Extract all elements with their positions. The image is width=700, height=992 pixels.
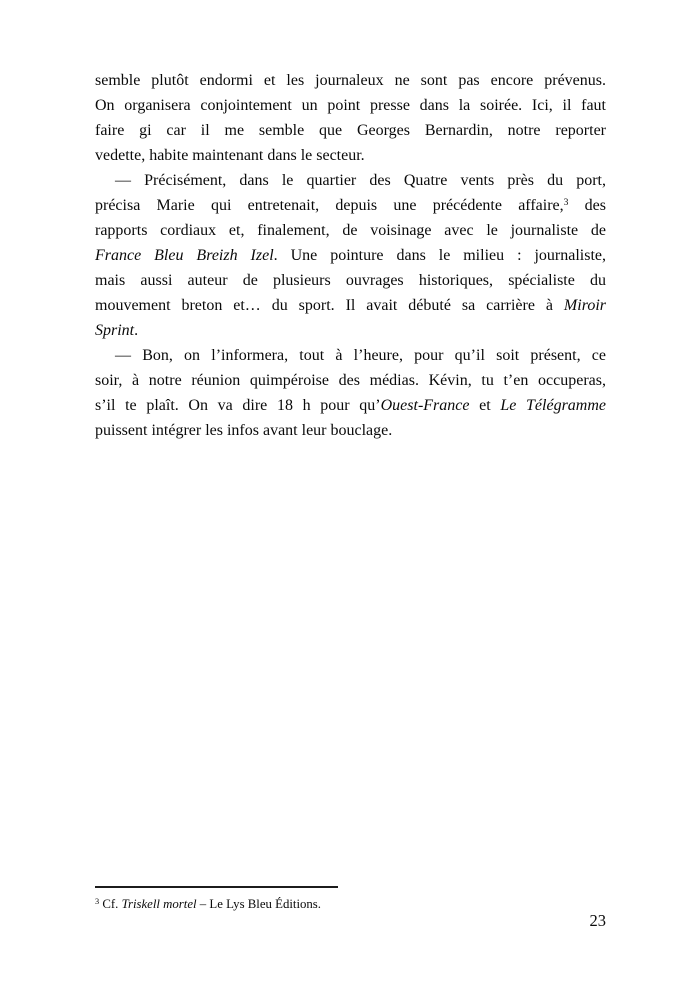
text-line [95,393,606,418]
text-segment: Cf. [99,897,122,911]
text-segment: Triskell mortel [121,897,197,911]
text-line [95,168,606,193]
text-segment: Sprint [95,322,135,339]
text-segment: mais aussi auteur de plusieurs ouvrages historiques, spécialiste du [95,272,606,289]
footnote-reference: 3 [563,197,569,209]
text-segment: Le Télégramme [500,397,607,414]
text-segment: . Une pointure dans le milieu : journaliste, [273,247,607,264]
text-line [95,318,606,343]
text-line [95,93,606,118]
text-line [95,68,606,93]
text-line [95,118,606,143]
text-line [95,343,606,368]
text-segment: faire gi car il me semble que Georges Bernardin, notre reporter [95,122,606,139]
text-segment: rapports cordiaux et, finalement, de voisinage avec le journaliste de [95,222,606,239]
paragraph [95,343,606,443]
text-line [95,193,606,218]
text-segment: France Bleu Breizh Izel [95,247,274,264]
text-line [95,268,606,293]
text-segment: s’il te plaît. On va dire 18 h pour qu’ [95,397,381,414]
text-segment: . [134,322,139,339]
text-line [95,218,606,243]
footnote-separator-rule [95,886,338,888]
text-segment: et [469,397,501,414]
text-segment: semble plutôt endormi et les journaleux ne sont pas encore prévenus. [95,72,606,89]
text-segment: Miroir [563,297,606,314]
paragraph [95,68,606,168]
text-segment: On organisera conjointement un point presse dans la soirée. Ici, il faut [95,97,606,114]
footnote-reference: 3 [95,897,100,907]
text-line [95,418,606,443]
text-line [95,143,606,168]
text-segment: des [568,197,607,214]
text-segment: soir, à notre réunion quimpéroise des médias. Kévin, tu t’en occuperas, [95,372,606,389]
text-segment: précisa Marie qui entretenait, depuis une précédente affaire, [95,197,564,214]
text-segment: puissent intégrer les infos avant leur bouclage. [95,422,393,439]
text-segment: — Bon, on l’informera, tout à l’heure, pour qu’il soit présent, ce [115,347,606,364]
text-segment: mouvement breton et… du sport. Il avait débuté sa carrière à [95,297,564,314]
text-line [95,293,606,318]
text-line [95,243,606,268]
paragraph [95,168,606,343]
text-segment: – Le Lys Bleu Éditions. [196,897,321,911]
text-segment: vedette, habite maintenant dans le secteur. [95,147,365,164]
text-segment: — Précisément, dans le quartier des Quatre vents près du port, [115,172,606,189]
page-number: 23 [589,911,606,930]
body-text [95,68,606,443]
text-line [95,368,606,393]
text-segment: Ouest-France [380,397,470,414]
